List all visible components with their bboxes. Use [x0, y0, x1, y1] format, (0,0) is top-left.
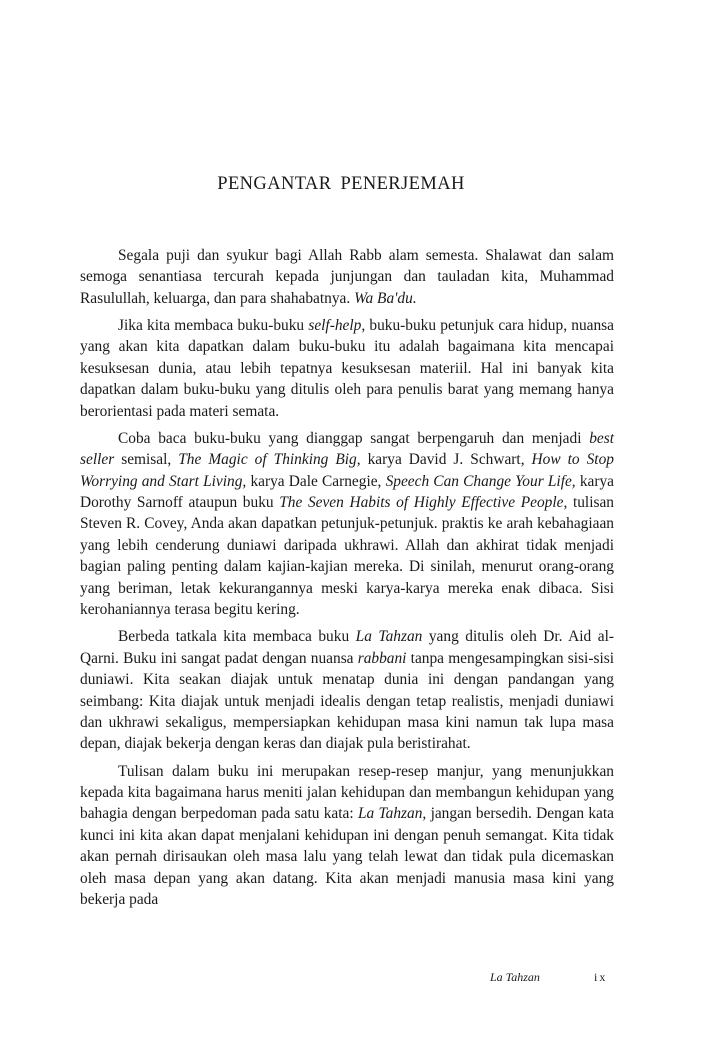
italic-text: The Seven Habits of Highly Effective People, — [279, 494, 568, 512]
paragraph: Coba baca buku-buku yang dianggap sangat berpengaruh dan menjadi best seller semisal, The Magic of Thinking Big, karya David J. Schwart, How to Stop Worrying and Start Living, karya Dale Carnegie, Speech Can Change Your Life, karya Dorothy Sarnoff ataupun buku The Seven Habits of Highly Effective People, tulisan Steven R. Covey, Anda akan dapatkan petunjuk-petunjuk. praktis ke arah kebahagiaan yang lebih cenderung duniawi daripada ukhrawi. Allah dan akhirat tidak menjadi bagian paling penting dalam kajian-kajian mereka. Di sinilah, menurut orang-orang yang beriman, letak kekurangannya meski karya-karya mereka enak dibaca. Sisi kerohaniannya terasa begitu kering. — [80, 429, 614, 619]
page-title: PENGANTAR PENERJEMAH — [217, 174, 465, 194]
paragraph: Segala puji dan syukur bagi Allah Rabb alam semesta. Shalawat dan salam semoga senantiasa tercurah kepada junjungan dan tauladan kita, Muhammad Rasulullah, keluarga, dan para shahabatnya. Wa Ba'du. — [80, 247, 614, 307]
paragraph: Jika kita membaca buku-buku self-help, buku-buku petunjuk cara hidup, nuansa yang akan kita dapatkan dalam buku-buku itu adalah bagaimana kita mencapai kesuksesan dunia, atau lebih tepatnya kesuksesan materiil. Hal ini banyak kita dapatkan dalam buku-buku yang ditulis oleh para penulis barat yang memang hanya berorientasi pada materi semata. — [80, 317, 614, 420]
italic-text: How to Stop Worrying and Start Living, — [80, 451, 614, 490]
page-number: ix — [594, 970, 608, 984]
body-text — [80, 245, 614, 916]
italic-text: rabbani — [357, 649, 407, 667]
italic-text: Speech Can Change Your Life, — [385, 472, 576, 490]
italic-text: La Tahzan — [355, 628, 423, 646]
paragraph: Tulisan dalam buku ini merupakan resep-resep manjur, yang menunjukkan kepada kita bagaimana harus meniti jalan kehidupan dan membangun kehidupan yang bahagia dengan berpedoman pada satu kata: La Tahzan, jangan bersedih. Dengan kata kunci ini kita akan dapat menjalani kehidupan ini dengan penuh semangat. Kita tidak akan pernah dirisaukan oleh masa lalu yang telah lewat dan tidak pula dicemaskan oleh masa depan yang akan datang. Kita akan menjadi manusia masa kini yang bekerja pada — [80, 762, 614, 908]
italic-text: Wa Ba'du. — [354, 289, 417, 307]
italic-text: The Magic of Thinking Big, — [178, 451, 361, 469]
italic-text: best seller — [80, 429, 614, 469]
italic-text: self-help, — [308, 317, 366, 335]
italic-text: La Tahzan, — [357, 805, 427, 823]
running-footer-title: La Tahzan — [490, 970, 540, 984]
paragraph: Berbeda tatkala kita membaca buku La Tahzan yang ditulis oleh Dr. Aid al-Qarni. Buku ini sangat padat dengan nuansa rabbani tanpa mengesampingkan sisi-sisi duniawi. Kita seakan diajak untuk menatap dunia ini dengan pandangan yang seimbang: Kita diajak untuk menjadi idealis dengan tetap realistis, menjadi duniawi dan ukhrawi sekaligus, mempersiapkan kehidupan masa kini namun tak lupa masa depan, diajak bekerja dengan keras dan diajak pula beristirahat. — [80, 628, 614, 753]
